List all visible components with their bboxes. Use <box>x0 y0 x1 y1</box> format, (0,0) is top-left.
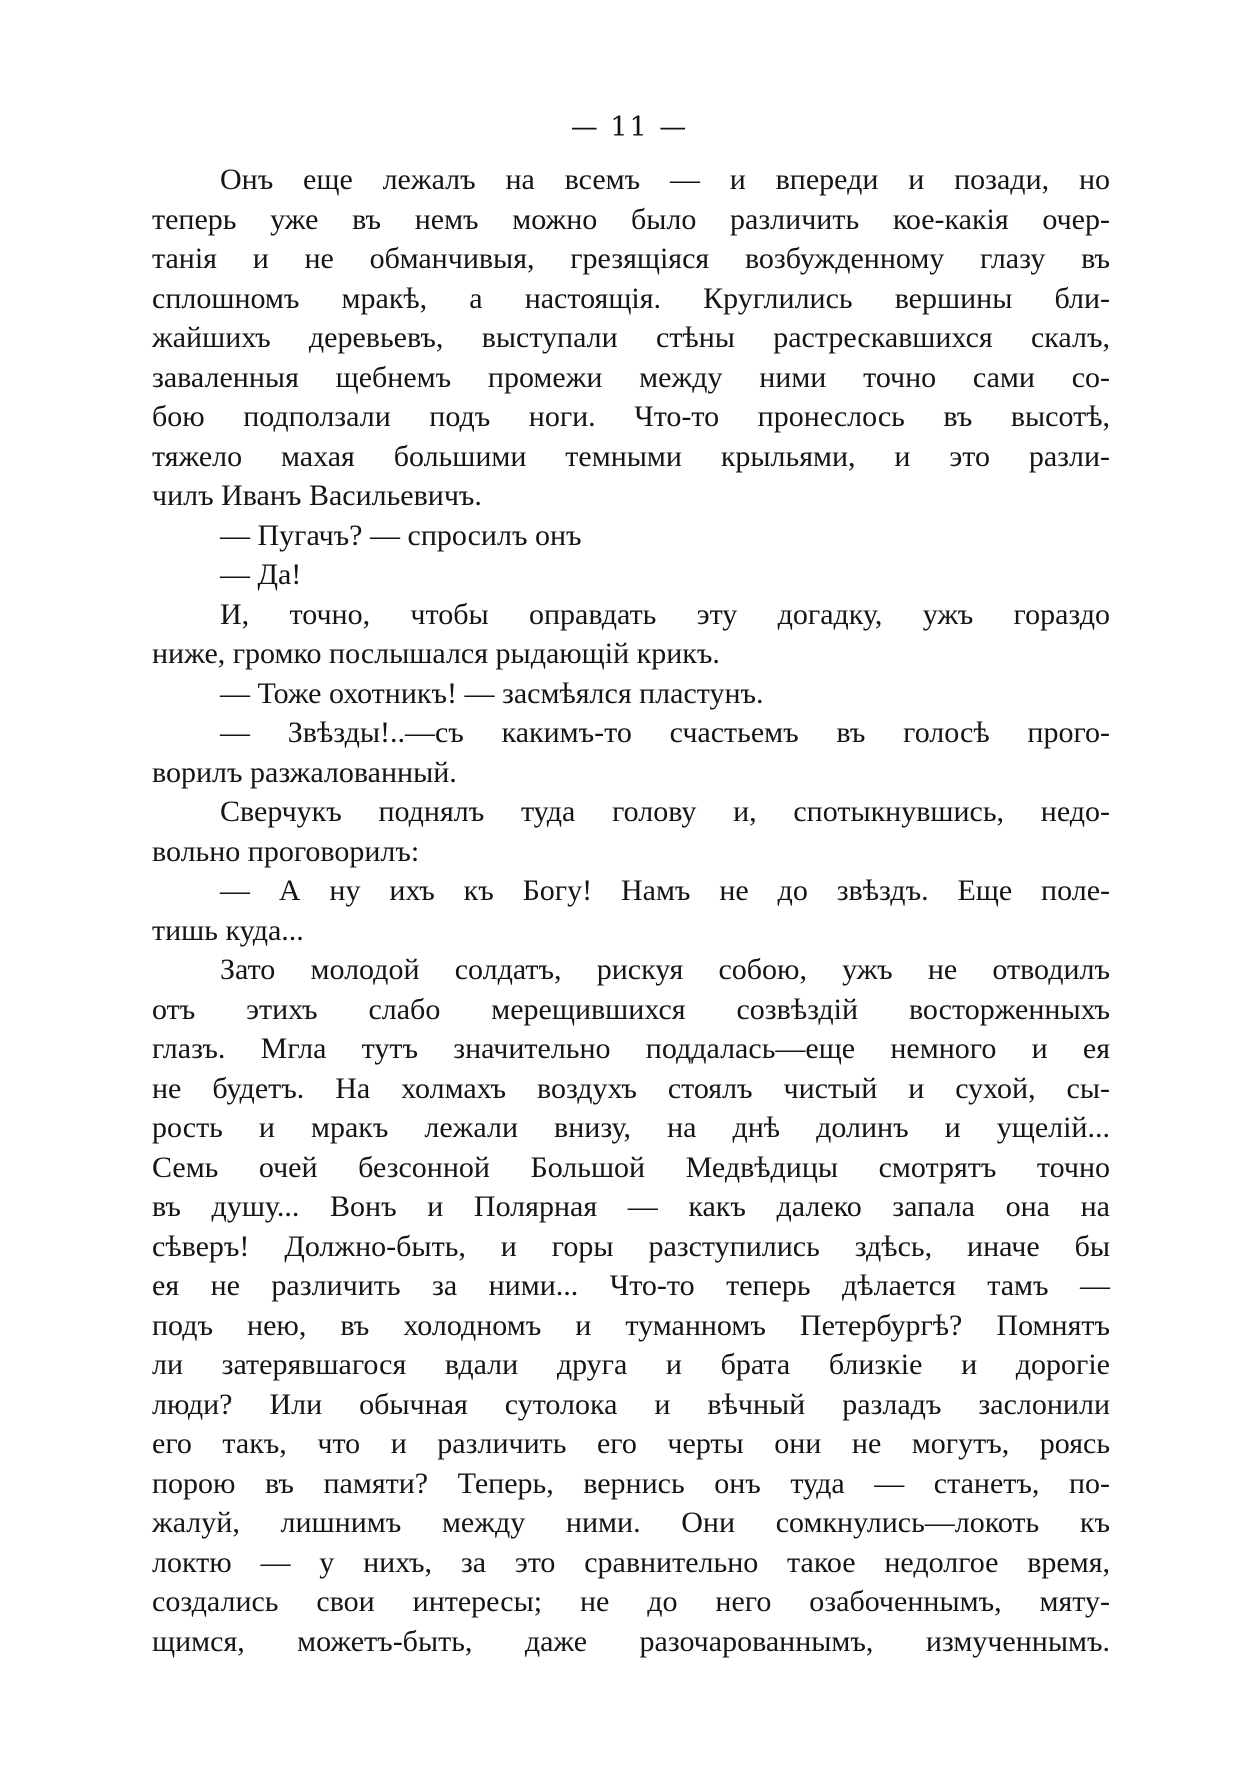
text-line: создались свои интересы; не до него озабоченнымъ, мяту- <box>152 1585 1110 1618</box>
text-line: — Да! <box>220 558 302 591</box>
text-line: ли затерявшагося вдали друга и брата близкіе и дорогіе <box>152 1348 1110 1381</box>
text-line: танія и не обманчивыя, грезящіяся возбужденному глазу въ <box>152 242 1110 275</box>
text-line: бою подползали подъ ноги. Что-то пронеслось въ высотѣ, <box>152 400 1110 433</box>
text-line: — Звѣзды!..—съ какимъ-то счастьемъ въ голосѣ прого- <box>220 716 1110 749</box>
text-line: локтю — у нихъ, за это сравнительно такое недолгое время, <box>152 1545 1110 1579</box>
text-line: его такъ, что и различить его черты они не могутъ, роясь <box>152 1427 1110 1460</box>
text-line: вольно проговорилъ: <box>152 834 420 868</box>
text-line: — Пугачъ? — спросилъ онъ <box>220 518 582 552</box>
text-line: не будетъ. На холмахъ воздухъ стоялъ чистый и сухой, сы- <box>152 1071 1110 1105</box>
text-line: рость и мракъ лежали внизу, на днѣ долинъ и ущелій... <box>152 1111 1110 1144</box>
text-line: ворилъ разжалованный. <box>152 755 457 789</box>
text-line: — А ну ихъ къ Богу! Намъ не до звѣздъ. Еще поле- <box>220 874 1110 907</box>
text-line: жалуй, лишнимъ между ними. Они сомкнулись—локоть къ <box>152 1506 1110 1539</box>
text-line: чилъ Иванъ Васильевичъ. <box>152 479 482 512</box>
text-line: сплошномъ мракѣ, а настоящія. Круглились вершины бли- <box>152 281 1110 315</box>
text-line: Зато молодой солдатъ, рискуя собою, ужъ не отводилъ <box>220 953 1110 986</box>
text-line: — Тоже охотникъ! — засмѣялся пластунъ. <box>220 676 764 710</box>
text-line: тишь куда... <box>152 913 304 947</box>
text-line: щимся, можетъ-быть, даже разочарованнымъ, измученнымъ. <box>152 1624 1110 1658</box>
text-line: люди? Или обычная сутолока и вѣчный разладъ заслонили <box>152 1387 1110 1421</box>
text-line: Онъ еще лежалъ на всемъ — и впереди и позади, но <box>220 163 1110 196</box>
text-line: ея не различить за ними... Что-то теперь дѣлается тамъ — <box>152 1269 1110 1302</box>
text-line: тяжело махая большими темными крыльями, и это разли- <box>152 439 1110 473</box>
body-text <box>152 160 1110 1661</box>
text-line: подъ нею, въ холодномъ и туманномъ Петербургѣ? Помнятъ <box>152 1308 1110 1342</box>
text-line: теперь уже въ немъ можно было различить кое-какія очер- <box>152 202 1110 236</box>
text-line: Семь очей безсонной Большой Медвѣдицы смотрятъ точно <box>152 1150 1110 1184</box>
page-number: — 11 — <box>570 112 689 143</box>
text-line: ниже, громко послышался рыдающій крикъ. <box>152 637 720 670</box>
text-line: заваленныя щебнемъ промежи между ними точно сами со- <box>152 360 1110 394</box>
text-line: жайшихъ деревьевъ, выступали стѣны растрескавшихся скалъ, <box>152 321 1110 354</box>
text-line: Сверчукъ поднялъ туда голову и, спотыкнувшись, недо- <box>220 795 1110 828</box>
text-line: сѣверъ! Должно-быть, и горы разступились здѣсь, иначе бы <box>152 1229 1110 1263</box>
text-line: глазъ. Мгла тутъ значительно поддалась—еще немного и ея <box>152 1032 1110 1065</box>
text-line: въ душу... Вонъ и Полярная — какъ далеко запала она на <box>152 1190 1110 1223</box>
text-line: И, точно, чтобы оправдать эту догадку, ужъ гораздо <box>220 597 1110 631</box>
text-line: отъ этихъ слабо мерещившихся созвѣздій восторженныхъ <box>152 992 1110 1026</box>
text-line: порою въ памяти? Теперь, вернись онъ туда — станетъ, по- <box>152 1466 1110 1500</box>
